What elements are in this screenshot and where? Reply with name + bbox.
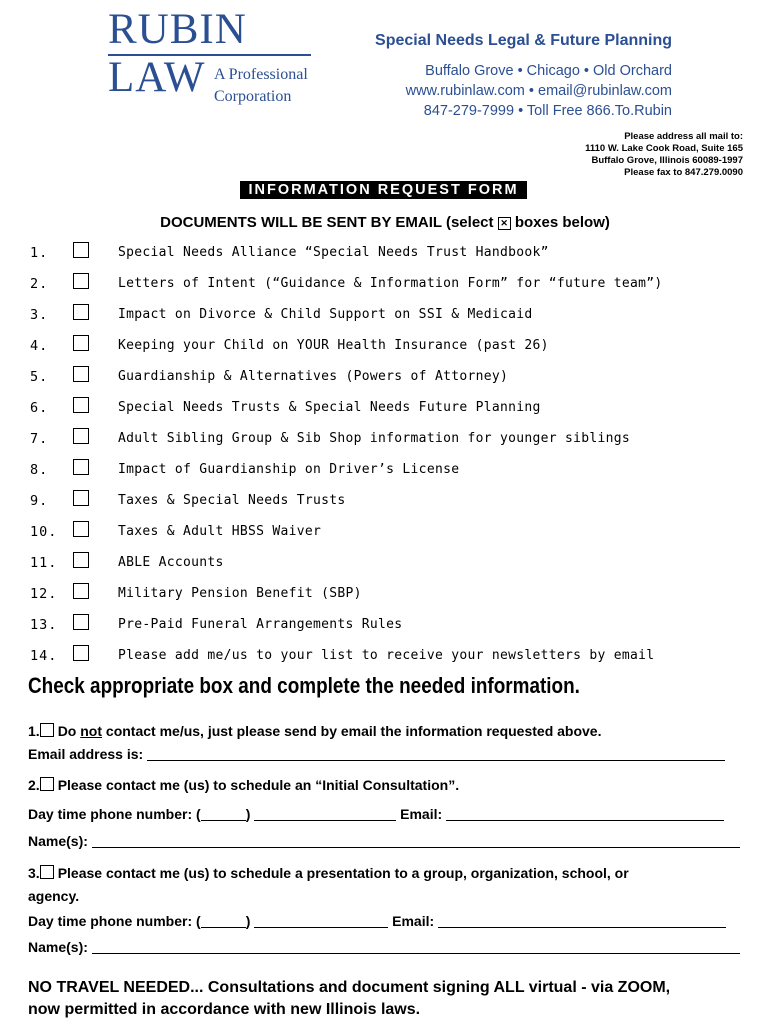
area-code-field[interactable] [201, 915, 246, 928]
address-line: Please address all mail to: [624, 131, 743, 142]
item-checkbox[interactable] [73, 242, 89, 258]
logo-subtitle-line2: Corporation [214, 88, 292, 105]
item-checkbox[interactable] [73, 521, 89, 537]
names-label: Name(s): [28, 939, 88, 955]
item-checkbox[interactable] [73, 304, 89, 320]
logo-subtitle [214, 64, 308, 108]
option-text: Please contact me (us) to schedule a presentation to a group, organization, school, or [57, 865, 629, 881]
item-number: 14. [30, 648, 58, 664]
option-2-checkbox[interactable] [40, 777, 54, 791]
option-3-names-row [28, 939, 740, 955]
item-number: 9. [30, 493, 49, 509]
email-field[interactable] [438, 915, 726, 928]
phone-field[interactable] [254, 915, 388, 928]
phone-label: ) [245, 913, 251, 929]
option-number: 2. [28, 777, 40, 793]
item-checkbox[interactable] [73, 583, 89, 599]
tagline-offices: Buffalo Grove • Chicago • Old Orchard [425, 63, 672, 79]
item-number: 2. [30, 276, 49, 292]
logo-subtitle-line1: A Professional [214, 66, 308, 83]
virtual-note [28, 977, 670, 1021]
email-label: Email: [400, 806, 443, 822]
item-number: 7. [30, 431, 49, 447]
logo-law: LAW [108, 54, 206, 101]
option-2-contact-row [28, 806, 724, 822]
documents-header-text: boxes below) [510, 214, 610, 231]
option-1 [28, 723, 601, 739]
address-line: Buffalo Grove, Illinois 60089-1997 [591, 155, 743, 166]
option-number: 3. [28, 865, 40, 881]
item-label: Pre-Paid Funeral Arrangements Rules [118, 617, 403, 632]
names-field[interactable] [92, 941, 740, 954]
email-field[interactable] [446, 808, 724, 821]
item-label: Special Needs Alliance “Special Needs Trust Handbook” [118, 245, 549, 260]
tagline-title: Special Needs Legal & Future Planning [375, 32, 672, 49]
fax-line: Please fax to 847.279.0090 [624, 167, 743, 178]
item-label: Impact of Guardianship on Driver’s License [118, 462, 460, 477]
item-checkbox[interactable] [73, 645, 89, 661]
item-number: 1. [30, 245, 49, 261]
check-heading: Check appropriate box and complete the needed information. [28, 673, 580, 698]
option-3-text-cont: agency. [28, 888, 80, 904]
item-label: Guardianship & Alternatives (Powers of Attorney) [118, 369, 509, 384]
phone-field[interactable] [254, 808, 396, 821]
item-number: 3. [30, 307, 49, 323]
virtual-note-line: now permitted in accordance with new Illinois laws. [28, 1001, 421, 1018]
area-code-field[interactable] [201, 808, 246, 821]
item-number: 10. [30, 524, 58, 540]
item-checkbox[interactable] [73, 366, 89, 382]
email-label: Email: [392, 913, 435, 929]
item-label: Military Pension Benefit (SBP) [118, 586, 362, 601]
item-label: ABLE Accounts [118, 555, 224, 570]
option-text: Do [57, 723, 81, 739]
phone-label: ) [245, 806, 251, 822]
item-label: Letters of Intent (“Guidance & Information Form” for “future team”) [118, 276, 663, 291]
item-number: 11. [30, 555, 58, 571]
item-number: 12. [30, 586, 58, 602]
item-number: 13. [30, 617, 58, 633]
item-number: 4. [30, 338, 49, 354]
names-field[interactable] [92, 835, 740, 848]
form-title: INFORMATION REQUEST FORM [240, 181, 527, 199]
item-label: Adult Sibling Group & Sib Shop information for younger siblings [118, 431, 630, 446]
option-text: contact me/us, just please send by email the information requested above. [102, 723, 602, 739]
phone-label: Day time phone number: ( [28, 806, 201, 822]
email-field[interactable] [147, 748, 725, 761]
option-1-checkbox[interactable] [40, 723, 54, 737]
item-number: 8. [30, 462, 49, 478]
option-text-emphasis: not [80, 723, 103, 739]
checked-box-icon: ✕ [498, 217, 511, 230]
address-line: 1110 W. Lake Cook Road, Suite 165 [585, 143, 743, 154]
item-label: Taxes & Adult HBSS Waiver [118, 524, 322, 539]
logo-rubin: RUBIN [108, 6, 247, 53]
item-checkbox[interactable] [73, 428, 89, 444]
tagline-phone: 847-279-7999 • Toll Free 866.To.Rubin [423, 103, 672, 119]
option-text: Please contact me (us) to schedule an “Initial Consultation”. [57, 777, 460, 793]
option-2 [28, 777, 459, 793]
item-label: Impact on Divorce & Child Support on SSI & Medicaid [118, 307, 533, 322]
tagline-web-email: www.rubinlaw.com • email@rubinlaw.com [405, 83, 672, 99]
item-checkbox[interactable] [73, 459, 89, 475]
item-label: Taxes & Special Needs Trusts [118, 493, 346, 508]
item-label: Please add me/us to your list to receive your newsletters by email [118, 648, 655, 663]
documents-header-text: DOCUMENTS WILL BE SENT BY EMAIL (select [160, 214, 498, 231]
phone-label: Day time phone number: ( [28, 913, 201, 929]
option-1-email-row [28, 746, 725, 762]
mailing-address [585, 131, 743, 179]
names-label: Name(s): [28, 833, 88, 849]
item-number: 5. [30, 369, 49, 385]
item-number: 6. [30, 400, 49, 416]
option-3-contact-row [28, 913, 726, 929]
item-checkbox[interactable] [73, 273, 89, 289]
option-number: 1. [28, 723, 40, 739]
item-checkbox[interactable] [73, 614, 89, 630]
virtual-note-line: NO TRAVEL NEEDED... Consultations and document signing ALL virtual - via ZOOM, [28, 979, 671, 996]
documents-header [0, 214, 770, 231]
option-3 [28, 865, 629, 881]
item-checkbox[interactable] [73, 335, 89, 351]
item-checkbox[interactable] [73, 397, 89, 413]
item-checkbox[interactable] [73, 490, 89, 506]
item-label: Keeping your Child on YOUR Health Insurance (past 26) [118, 338, 549, 353]
option-3-checkbox[interactable] [40, 865, 54, 879]
item-checkbox[interactable] [73, 552, 89, 568]
email-label: Email address is: [28, 746, 144, 762]
item-label: Special Needs Trusts & Special Needs Future Planning [118, 400, 541, 415]
option-2-names-row [28, 833, 740, 849]
